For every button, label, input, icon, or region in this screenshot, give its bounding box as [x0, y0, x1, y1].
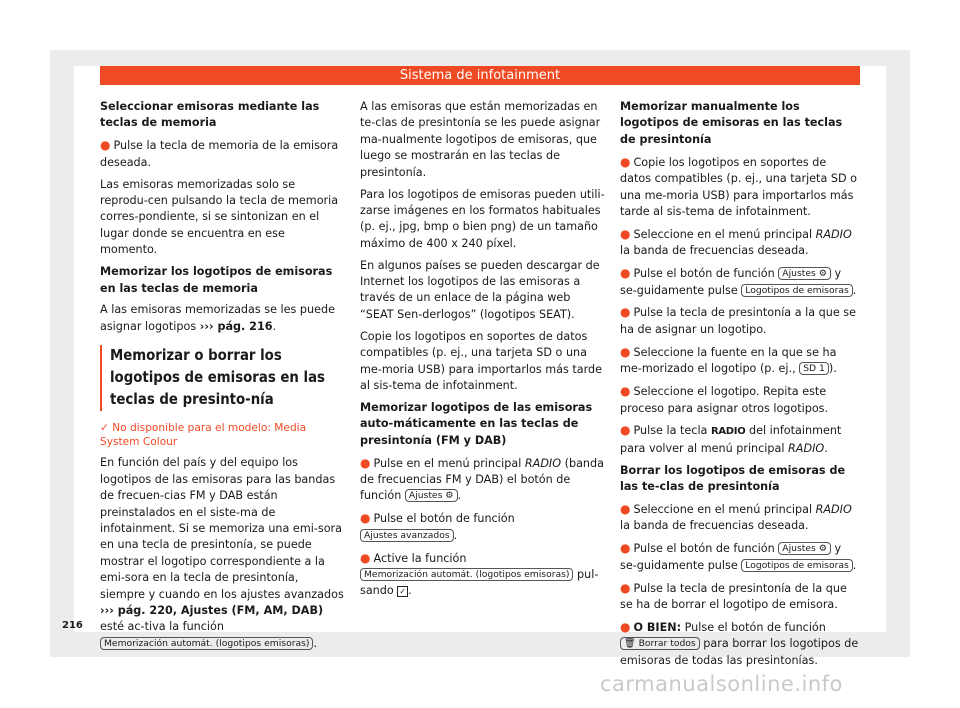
- paragraph: En función del país y del equipo los logotipos de las emisoras para las bandas de frecuen-cias FM y DAB están preinstalados en el siste-ma de infotainment. Si se memoriza una emi-sora en una tecla de presintonía, se puede mostrar el logotipo correspondiente a la emi-sora en la tecla de presintonía, siempre y cuando en los ajustes avanzados ››› pág. 220, Ajustes (FM, AM, DAB) esté ac-tiva la función Memorización automát. (logotipos emisoras) .: [100, 456, 344, 650]
- list-item: ● Pulse la tecla de presintonía de la que se ha de borrar el logotipo de emisora.: [620, 580, 847, 612]
- bullet-icon: ●: [360, 455, 371, 470]
- heading-select-stations: Seleccionar emisoras mediante las teclas de memoria: [100, 100, 320, 130]
- availability-note: ✓ No disponible para el modelo: Media System Colour: [100, 422, 307, 449]
- list-item: ● Pulse el botón de función Ajustes avanzados .: [360, 511, 515, 542]
- column-3: [620, 99, 860, 675]
- page-reference-link[interactable]: ››› pág. 216: [199, 319, 273, 333]
- column-2: [360, 99, 605, 605]
- paragraph: A las emisoras que están memorizadas en te-clas de presintonía se les puede asignar ma-nualmente logotipos de emisoras, que luego se mostrarán en las teclas de presintonía.: [360, 100, 601, 179]
- section-title: Memorizar o borrar los logotipos de emisoras en las teclas de presinto-nía: [100, 345, 345, 411]
- watermark: carmanualsonline.info: [600, 672, 843, 696]
- bullet-icon: ●: [620, 154, 631, 169]
- auto-store-logos-button-label: Memorización automát. (logotipos emisoras): [360, 568, 573, 581]
- heading-delete-logos: Borrar los logotipos de emisoras de las te-clas de presintonía: [620, 463, 846, 494]
- delete-all-button-label: 🗑 Borrar todos: [620, 637, 700, 650]
- radio-key-label: RADIO: [710, 426, 746, 438]
- station-logos-button-label: Logotipos de emisoras: [741, 284, 853, 297]
- heading-store-logos: Memorizar los logotipos de emisoras en las teclas de memoria: [100, 265, 333, 295]
- list-item: ● Pulse el botón de función Ajustes ⚙ y se-guidamente pulse Logotipos de emisoras .: [620, 541, 857, 572]
- column-1: [100, 99, 345, 658]
- bullet-icon: ●: [620, 266, 631, 281]
- settings-button-label: Ajustes ⚙: [778, 267, 831, 280]
- settings-button-label: Ajustes ⚙: [778, 542, 831, 555]
- page-header: Sistema de infotainment: [100, 66, 860, 85]
- bullet-icon: ●: [620, 344, 631, 359]
- paragraph: A las emisoras memorizadas se les puede asignar logotipos ››› pág. 216.: [100, 303, 335, 333]
- bullet-icon: ●: [620, 541, 631, 556]
- bullet-icon: ●: [620, 423, 631, 438]
- list-item: ● Pulse la tecla de memoria de la emisora deseada.: [100, 138, 339, 169]
- paragraph: Copie los logotipos en soportes de datos compatibles (p. ej., una tarjeta SD o una me-moria USB) para importarlos más tarde al sis-tema de infotainment.: [360, 329, 603, 392]
- bullet-icon: ●: [620, 384, 631, 399]
- paragraph: Para los logotipos de emisoras pueden utili-zarse imágenes en los formatos habituales (p. ej., jpg, bmp o bien png) de un tamaño máximo de 400 x 240 píxel.: [360, 187, 605, 250]
- list-item: ● O BIEN: Pulse el botón de función 🗑 Borrar todos para borrar los logotipos de emisoras de todas las presintonías.: [620, 619, 859, 667]
- list-item: ● Pulse en el menú principal RADIO (banda de frecuencias FM y DAB) el botón de función Ajustes ⚙ .: [360, 455, 604, 503]
- list-item: ● Seleccione en el menú principal RADIO la banda de frecuencias deseada.: [620, 502, 852, 533]
- bullet-icon: ●: [620, 619, 631, 634]
- auto-store-logos-button-label: Memorización automát. (logotipos emisoras): [100, 637, 313, 650]
- page-reference-link[interactable]: ››› pág. 220, Ajustes (FM, AM, DAB): [100, 603, 324, 617]
- bullet-icon: ●: [620, 502, 631, 517]
- list-item: ● Active la función Memorización automát. (logotipos emisoras) pul-sando ✓ .: [360, 550, 599, 598]
- bullet-icon: ●: [100, 138, 111, 153]
- bullet-icon: ●: [620, 226, 631, 241]
- bullet-icon: ●: [620, 305, 631, 320]
- advanced-settings-button-label: Ajustes avanzados: [360, 529, 454, 542]
- list-item: ● Pulse la tecla RADIO del infotainment para volver al menú principal RADIO.: [620, 423, 842, 455]
- station-logos-button-label: Logotipos de emisoras: [741, 559, 853, 572]
- bullet-icon: ●: [360, 550, 371, 565]
- settings-button-label: Ajustes ⚙: [405, 489, 458, 502]
- heading-auto-store-logos: Memorizar logotipos de las emisoras auto-máticamente en las teclas de presintonía (FM y DAB): [360, 400, 593, 447]
- list-item: ● Pulse la tecla de presintonía a la que se ha de asignar un logotipo.: [620, 305, 856, 336]
- bullet-icon: ●: [360, 511, 371, 526]
- list-item: ● Seleccione el logotipo. Repita este proceso para asignar otros logotipos.: [620, 384, 829, 415]
- checkbox-icon: ✓: [397, 586, 408, 597]
- bullet-icon: ●: [620, 580, 631, 595]
- list-item: ● Seleccione en el menú principal RADIO la banda de frecuencias deseada.: [620, 226, 852, 258]
- page-number: 216: [62, 620, 83, 631]
- paragraph: En algunos países se pueden descargar de Internet los logotipos de las emisoras a través de un enlace de la página web “SEAT Sen-derlogos” (logotipos SEAT).: [360, 258, 600, 321]
- list-item: ● Pulse el botón de función Ajustes ⚙ y se-guidamente pulse Logotipos de emisoras .: [620, 266, 857, 297]
- paragraph: Las emisoras memorizadas solo se reprodu-cen pulsando la tecla de memoria corres-pondiente, si se sintonizan en el lugar donde se encuentra en ese momento.: [100, 177, 339, 257]
- heading-manual-store-logos: Memorizar manualmente los logotipos de emisoras en las teclas de presintonía: [620, 100, 843, 146]
- list-item: ● Copie los logotipos en soportes de datos compatibles (p. ej., una tarjeta SD o una me-moria USB) para importarlos más tarde al sis-tema de infotainment.: [620, 154, 857, 218]
- list-item: ● Seleccione la fuente en la que se ha me-morizado el logotipo (p. ej., SD 1 ).: [620, 344, 837, 376]
- sd1-button-label: SD 1: [799, 362, 829, 375]
